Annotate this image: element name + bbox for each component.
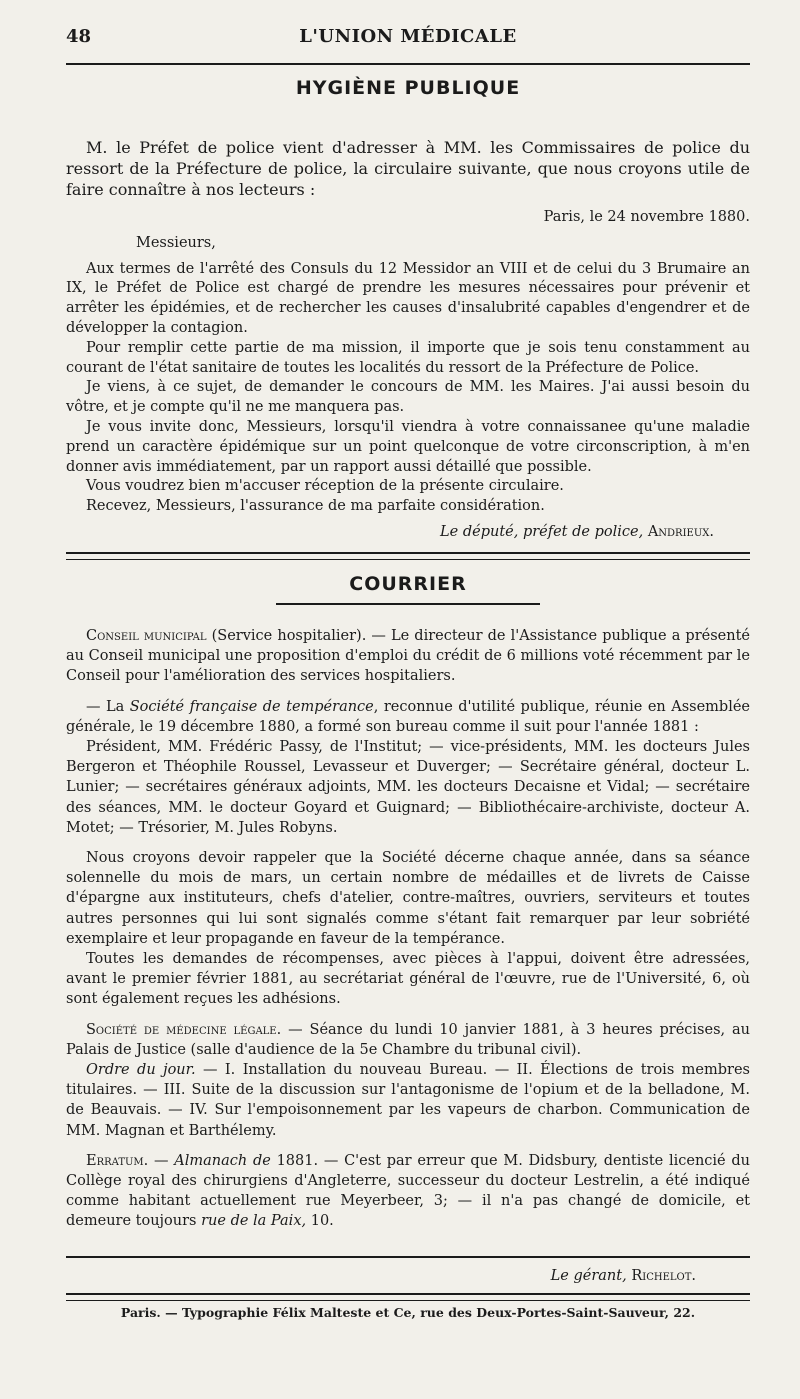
courrier-item: Toutes les demandes de récompenses, avec pièces à l'appui, doivent être adressées, avant le premier février 1881, au secrétariat général de l'œuvre, rue de l'Université, 6, où sont également reçues les adhésions. (66, 951, 750, 1008)
imprint-rule (66, 1293, 750, 1301)
courrier-item: Président, MM. Frédéric Passy, de l'Institut; — vice-présidents, MM. les docteurs Jules Bergeron et Théophile Roussel, Levasseur et Duverger; — Secrétaire général, docteur L. Lunier; — secrétaires généraux adjoints, MM. les docteurs Decaisne et Vidal; — secrétaire des séances, MM. le docteur Goyard et Guignard; — Bibliothécaire-archiviste, docteur A. Motet; — Trésorier, M. Jules Robyns. (66, 739, 750, 836)
intro-paragraph: M. le Préfet de police vient d'adresser à MM. les Commissaires de police du ressort de la Préfecture de police, la circulaire suivante, que nous croyons utile de faire connaître à nos lecteurs : (66, 138, 750, 199)
dateline: Paris, le 24 novembre 1880. (543, 209, 750, 225)
hygiene-intro (66, 137, 750, 200)
page-header (66, 26, 750, 56)
courrier-item: Conseil municipal (Service hospitalier). — Le directeur de l'Assistance publique a présenté au Conseil municipal une proposition d'emploi du crédit de 6 millions voté récemment par le Conseil pour l'amélioration des services hospitaliers. (66, 628, 750, 685)
section-title-hygiene: HYGIÈNE PUBLIQUE (295, 77, 521, 99)
letter-paragraph: Aux termes de l'arrêté des Consuls du 12 Messidor an VIII et de celui du 3 Brumaire an IX, le Préfet de Police est chargé de prendre les mesures nécessaires pour prévenir et arrêter les épidémies, et de rechercher les causes d'insalubrité capables d'engendrer et de développer la contagion. (66, 260, 750, 336)
letter-paragraph: Pour remplir cette partie de ma mission, il importe que je sois tenu constamment au courant de l'état sanitaire de toutes les localités du ressort de la Préfecture de Police. (66, 339, 750, 376)
signature-name: Andrieux. (647, 523, 714, 540)
courrier-body (66, 626, 750, 1232)
courrier-item: Nous croyons devoir rappeler que la Société décerne chaque année, dans sa séance solennelle du mois de mars, un certain nombre de médailles et de livrets de Caisse d'épargne aux instituteurs, chefs d'atelier, contre-maîtres, ouvriers, serviteurs et toutes autres personnes qui lui sont signalés comme s'étant fait remarquer par leur sobriété exemplaire et leur propagande en faveur de la tempérance. (66, 850, 750, 947)
circular-letter (66, 208, 750, 543)
letter-paragraph: Je vous invite donc, Messieurs, lorsqu'il viendra à votre connaissanee qu'une maladie prend un caractère épidémique sur un point quelconque de votre circonscription, à m'en donner avis immédiatement, par un rapport aussi détaillé que possible. (66, 418, 750, 475)
salutation: Messieurs, (136, 234, 216, 251)
courrier-item: Erratum. — Almanach de 1881. — C'est par erreur que M. Didsbury, dentiste licencié du Collège royal des chirurgiens d'Angleterre, successeur du docteur Lestrelin, a été indiqué comme habitant actuellement rue Meyerbeer, 3; — il n'a pas changé de domicile, et demeure toujours rue de la Paix, 10. (66, 1152, 751, 1230)
letter-paragraph: Vous voudrez bien m'accuser réception de la présente circulaire. (86, 478, 564, 495)
courrier-item: — La Société française de tempérance, reconnue d'utilité publique, réunie en Assemblée générale, le 19 décembre 1880, a formé son bureau comme il suit pour l'année 1881 : (66, 698, 750, 735)
gerant-signature: Le gérant, Richelot. (550, 1268, 696, 1284)
imprint-line: Paris. — Typographie Félix Malteste et Ce, rue des Deux-Portes-Saint-Sauveur, 22. (120, 1305, 696, 1320)
running-title: L'UNION MÉDICALE (299, 26, 517, 47)
header-rule (66, 63, 750, 65)
page-number: 48 (66, 26, 92, 47)
letter-paragraph: Recevez, Messieurs, l'assurance de ma parfaite considération. (86, 498, 545, 515)
section-divider (66, 552, 750, 560)
courrier-item: Société de médecine légale. — Séance du lundi 10 janvier 1881, à 3 heures précises, au Palais de Justice (salle d'audience de la 5e Chambre du tribunal civil). (66, 1021, 750, 1058)
footer-rule (66, 1256, 750, 1258)
courrier-item: Ordre du jour. — I. Installation du nouveau Bureau. — II. Élections de trois membres titulaires. — III. Suite de la discussion sur l'antagonisme de l'opium et de la belladone, M. de Beauvais. — IV. Sur l'empoisonnement par les vapeurs de charbon. Communication de MM. Magnan et Barthélemy. (66, 1062, 750, 1139)
signature (66, 523, 750, 543)
courrier-title-rule (276, 603, 540, 605)
section-title-courrier: COURRIER (349, 573, 467, 595)
letter-paragraph: Je viens, à ce sujet, de demander le concours de MM. les Maires. J'ai aussi besoin du vôtre, et je compte qu'il ne me manquera pas. (66, 379, 750, 416)
signature-role: Le député, préfet de police, (440, 523, 644, 540)
